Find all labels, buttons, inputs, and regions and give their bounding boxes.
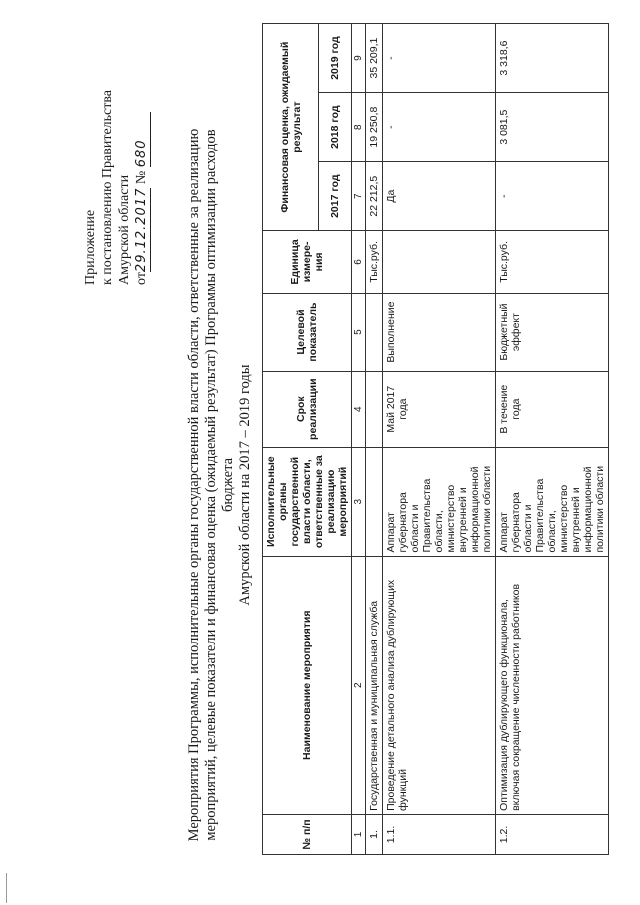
header-2019: 2019 год (319, 24, 352, 93)
row-executors: Аппарат губернатора области и Правительства области, министерство внутренней и информационной политики области (496, 447, 609, 556)
section-name: Государственная и муниципальная служба (366, 556, 383, 814)
col-number: 9 (352, 24, 366, 93)
number-value: 680 (133, 112, 151, 167)
header-2017: 2017 год (319, 162, 352, 231)
section-unit: Тыс.руб. (366, 231, 383, 293)
col-number: 2 (352, 556, 366, 814)
col-number: 1 (352, 814, 366, 854)
section-2018: 19 250,8 (366, 93, 383, 162)
title-line-2: мероприятий, целевые показатели и финансовая оценка (ожидаемый результат) Программы оптимизации расходов бюджета (203, 129, 236, 841)
title-line-1: Мероприятия Программы, исполнительные органы государственной власти области, ответственные за реализацию (186, 128, 202, 842)
row-term: В течение года (496, 371, 609, 447)
header-name: Наименование мероприятия (263, 556, 352, 814)
col-number: 7 (352, 162, 366, 231)
table-row (496, 24, 609, 855)
row-indicator: Выполнение (383, 293, 496, 371)
header-financial: Финансовая оценка, ожидаемый результат (263, 24, 319, 231)
header-executors: Исполнительные органы государственной власти области, ответственные за реализацию мероприятий (263, 447, 352, 556)
section-indicator (366, 293, 383, 371)
table-row (383, 24, 496, 855)
row-name: Проведение детального анализа дублирующих функций (383, 556, 496, 814)
section-2017: 22 212,5 (366, 162, 383, 231)
col-number: 8 (352, 93, 366, 162)
scan-mark (6, 873, 7, 903)
row-2019: - (383, 24, 496, 93)
header-unit: Единица измере-ния (263, 231, 352, 293)
row-2018: 3 081,5 (496, 93, 609, 162)
header-row (263, 24, 319, 855)
section-2019: 35 209,1 (366, 24, 383, 93)
col-number: 5 (352, 293, 366, 371)
row-num: 1.2. (496, 814, 609, 854)
header-2018: 2018 год (319, 93, 352, 162)
row-num: 1.1. (383, 814, 496, 854)
row-executors: Аппарат губернатора области и Правительства области, министерство внутренней и информационной политики области (383, 447, 496, 556)
appendix-title: Приложение (83, 209, 98, 285)
col-number: 3 (352, 447, 366, 556)
column-numbers-row (352, 24, 366, 855)
appendix-block (82, 25, 151, 285)
measures-table (262, 23, 609, 855)
row-2017: - (496, 162, 609, 231)
title-line-3: Амурской области на 2017 – 2019 годы (237, 364, 253, 606)
col-number: 6 (352, 231, 366, 293)
section-executors (366, 447, 383, 556)
row-2019: 3 318,6 (496, 24, 609, 93)
row-name: Оптимизация дублирующего функционала, включая сокращение численности работников (496, 556, 609, 814)
section-num: 1. (366, 814, 383, 854)
header-indicator: Целевой показатель (263, 293, 352, 371)
appendix-region: Амурской области (117, 174, 132, 285)
section-row (366, 24, 383, 855)
header-num: № п/п (263, 814, 352, 854)
appendix-date-line (133, 25, 151, 285)
row-2017: Да (383, 162, 496, 231)
row-2018: - (383, 93, 496, 162)
document-title (186, 125, 254, 845)
row-unit (383, 231, 496, 293)
appendix-resolution: к постановлению Правительства (100, 89, 115, 285)
row-term: Май 2017 года (383, 371, 496, 447)
row-indicator: Бюджетный эффект (496, 293, 609, 371)
row-unit: Тыс.руб. (496, 231, 609, 293)
col-number: 4 (352, 371, 366, 447)
date-prefix: от (134, 272, 149, 285)
date-value: 29.12.2017 (134, 187, 149, 273)
section-term (366, 371, 383, 447)
number-prefix: № (134, 170, 149, 185)
header-term: Срок реализации (263, 371, 352, 447)
